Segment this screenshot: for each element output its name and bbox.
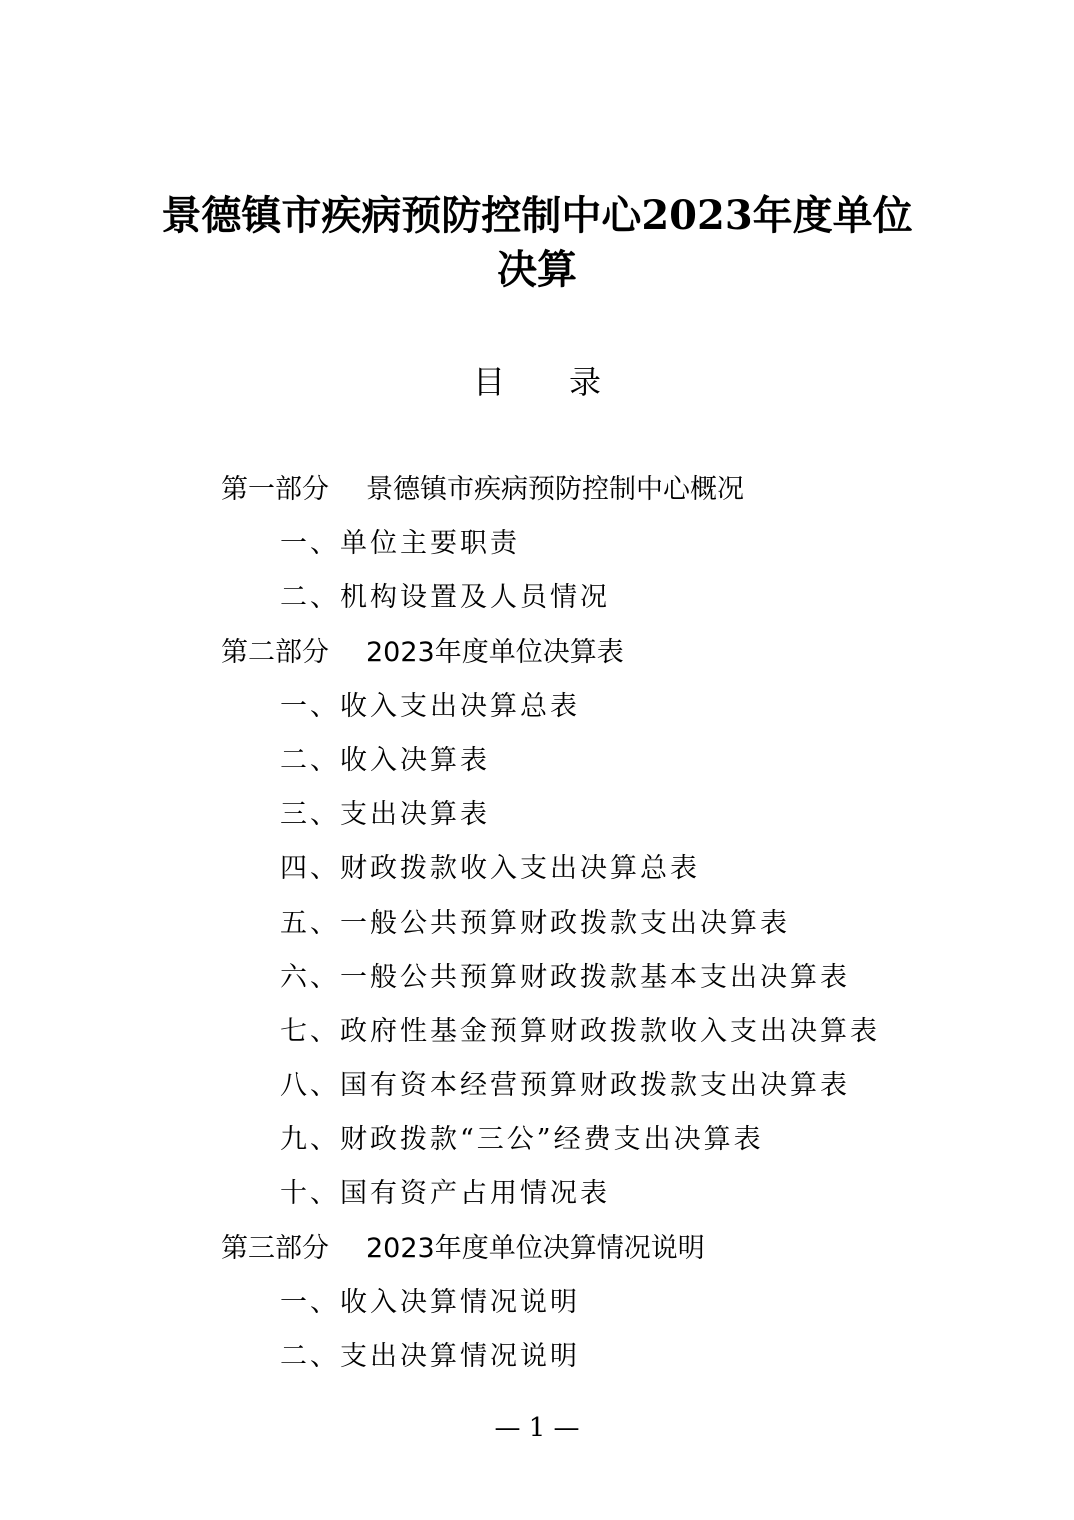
toc-part-label: 第一部分: [221, 474, 329, 505]
toc-item-text: 九、财政拨款“三公”经费支出决算表: [280, 1124, 764, 1156]
toc-item-row: [0, 1059, 1074, 1113]
toc-item-text: 七、政府性基金预算财政拨款收入支出决算表: [280, 1015, 880, 1047]
toc-heading-char-1: 目: [472, 363, 505, 401]
document-title-line-1: 景德镇市疾病预防控制中心2023年度单位: [161, 192, 913, 239]
toc-item-row: [0, 680, 1074, 734]
toc-part-row: [0, 1222, 1074, 1276]
toc-item-row: [0, 517, 1074, 571]
toc-item-row: [0, 788, 1074, 842]
toc-part-row: [0, 463, 1074, 517]
toc-item-text: 一、单位主要职责: [280, 528, 520, 560]
toc-item-row: [0, 842, 1074, 896]
toc-item-text: 一、收入支出决算总表: [280, 690, 580, 722]
toc-item-row: [0, 1330, 1074, 1384]
toc-item-text: 六、一般公共预算财政拨款基本支出决算表: [280, 961, 850, 993]
toc-item-text: 二、收入决算表: [280, 744, 490, 776]
toc-part-title: 2023年度单位决算表: [366, 636, 624, 668]
toc-heading-char-2: 录: [569, 363, 602, 401]
page-number: — 1 —: [494, 1413, 580, 1443]
toc-part-title: 景德镇市疾病预防控制中心概况: [366, 474, 744, 505]
toc-item-row: [0, 951, 1074, 1005]
toc-item-text: 二、支出决算情况说明: [280, 1341, 580, 1372]
toc-item-text: 八、国有资本经营预算财政拨款支出决算表: [280, 1070, 850, 1102]
toc-item-row: [0, 1005, 1074, 1059]
toc-item-text: 一、收入决算情况说明: [280, 1286, 580, 1318]
document-title-line-2: 决算: [497, 246, 577, 293]
toc-item-text: 三、支出决算表: [280, 799, 490, 831]
toc-item-text: 十、国有资产占用情况表: [280, 1178, 610, 1210]
toc-part-row: [0, 626, 1074, 680]
toc-part-label: 第三部分: [221, 1232, 329, 1264]
toc-item-text: 四、财政拨款收入支出决算总表: [280, 853, 700, 885]
toc-item-row: [0, 571, 1074, 625]
toc-item-text: 五、一般公共预算财政拨款支出决算表: [280, 907, 790, 939]
toc-item-text: 二、机构设置及人员情况: [280, 582, 610, 614]
toc-item-row: [0, 1276, 1074, 1330]
toc-part-label: 第二部分: [221, 636, 329, 668]
toc-item-row: [0, 734, 1074, 788]
table-of-contents: [0, 463, 1074, 1384]
toc-heading: [0, 360, 1074, 404]
toc-item-row: [0, 1113, 1074, 1167]
toc-item-row: [0, 897, 1074, 951]
toc-item-row: [0, 1167, 1074, 1221]
toc-part-title: 2023年度单位决算情况说明: [366, 1232, 705, 1264]
